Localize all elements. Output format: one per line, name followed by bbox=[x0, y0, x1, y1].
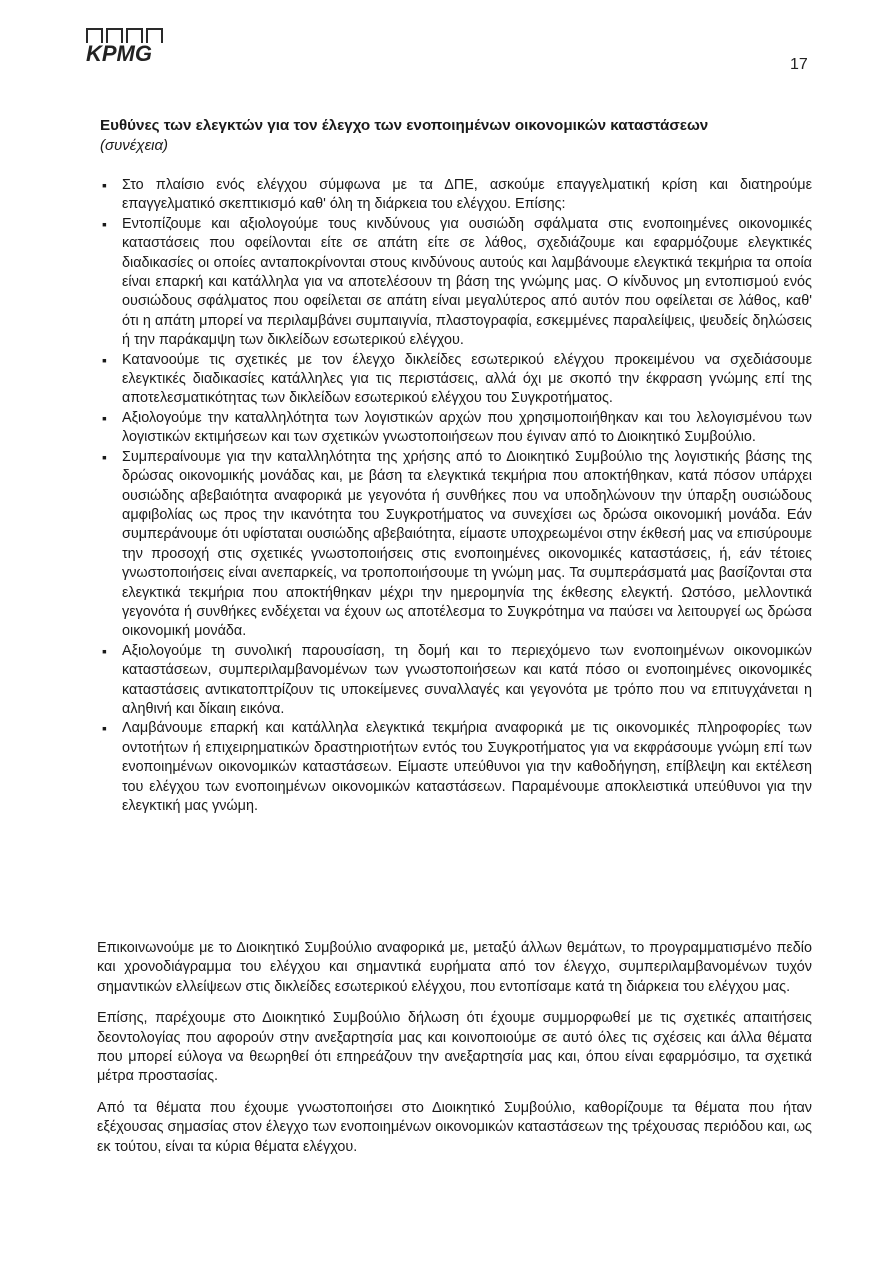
list-item bbox=[100, 215, 812, 351]
kpmg-logo bbox=[86, 28, 168, 70]
section-title: Ευθύνες των ελεγκτών για τον έλεγχο των ενοποιημένων οικονομικών καταστάσεων bbox=[100, 117, 709, 134]
responsibilities-list bbox=[100, 176, 812, 816]
section-subtitle: (συνέχεια) bbox=[100, 137, 169, 154]
list-item bbox=[100, 409, 812, 448]
list-item-text: Λαμβάνουμε επαρκή και κατάλληλα ελεγκτικά τεκμήρια αναφορικά με τις οικονομικές πληροφορίες των οντοτήτων ή επιχειρηματικών δραστηριοτήτων εντός του Συγκροτήματος για να εκφράσουμε γνώμη επί των ενοποιημένων οικονομικών καταστάσεων. Είμαστε υπεύθυνοι για την καθοδήγηση, επίβλεψη και εκτέλεση του ελέγχου των ενοποιημένων οικονομικών καταστάσεων. Παραμένουμε αποκλειστικά υπεύθυνοι για την ελεγκτική μας γνώμη. bbox=[122, 720, 812, 814]
bullet-icon: ▪ bbox=[102, 409, 107, 426]
bullet-icon: ▪ bbox=[102, 448, 107, 465]
list-item-text: Κατανοούμε τις σχετικές με τον έλεγχο δικλείδες εσωτερικού ελέγχου προκειμένου να σχεδιάσουμε ελεγκτικές διαδικασίες κατάλληλες για τις περιστάσεις, αλλά όχι με σκοπό την έκφραση γνώμης επί της αποτελεσματικότητας των δικλείδων εσωτερικού ελέγχου του Συγκροτήματος. bbox=[122, 351, 812, 407]
paragraph-communication: Επικοινωνούμε με το Διοικητικό Συμβούλιο αναφορικά με, μεταξύ άλλων θεμάτων, το προγραμματισμένο πεδίο και χρονοδιάγραμμα του ελέγχου και σημαντικά ευρήματα από τον έλεγχο, συμπεριλαμβανομένων τυχόν σημαντικών ελλείψεων στις δικλείδες εσωτερικού ελέγχου, που εντοπίσαμε κατά τη διάρκεια του ελέγχου μας. bbox=[97, 940, 812, 995]
paragraph-key-audit-matters: Από τα θέματα που έχουμε γνωστοποιήσει στο Διοικητικό Συμβούλιο, καθορίζουμε τα θέματα που ήταν εξέχουσας σημασίας στον έλεγχο των ενοποιημένων οικονομικών καταστάσεων της τρέχουσας περιόδου και, ως εκ τούτου, είναι τα κύρια θέματα ελέγχου. bbox=[97, 1099, 812, 1155]
list-item-text: Συμπεραίνουμε για την καταλληλότητα της χρήσης από το Διοικητικό Συμβούλιο της λογιστικής βάσης της δρώσας οικονομικής μονάδας και, με βάση τα ελεγκτικά τεκμήρια που αποκτήθηκαν, κατά πόσον υπάρχει ουσιώδης αβεβαιότητα αναφορικά με γεγονότα ή συνθήκες που να υποδηλώνουν την ύπαρξη ουσιώδους αμφιβολίας ως προς την ικανότητα του Συγκροτήματος να συνεχίσει ως δρώσα οικονομική μονάδα. Εάν συμπεράνουμε ότι υφίσταται ουσιώδης αβεβαιότητα, είμαστε υποχρεωμένοι στην έκθεσή μας να επισύρουμε την προσοχή στις σχετικές γνωστοποιήσεις στις ενοποιημένες οικονομικές καταστάσεις, ή, εάν τέτοιες γνωστοποιήσεις είναι ανεπαρκείς, να τροποποιήσουμε τη γνώμη μας. Τα συμπεράσματά μας βασίζονται στα ελεγκτικά τεκμήρια που αποκτήθηκαν μέχρι την ημερομηνία της έκθεσης ελεγκτή. Ωστόσο, μελλοντικά γεγονότα ή συνθήκες ενδέχεται να έχουν ως αποτέλεσμα το Συγκρότημα να παύσει να λειτουργεί ως δρώσα οικονομική μονάδα. bbox=[122, 448, 812, 640]
bullet-icon: ▪ bbox=[102, 351, 107, 368]
list-item-text: Εντοπίζουμε και αξιολογούμε τους κινδύνους για ουσιώδη σφάλματα στις ενοποιημένες οικονομικές καταστάσεις που οφείλονται είτε σε απάτη είτε σε λάθος, σχεδιάζουμε και εφαρμόζουμε ελεγκτικές διαδικασίες οι οποίες ανταποκρίνονται στους κινδύνους αυτούς και λαμβάνουμε ελεγκτικά τεκμήρια τα οποία είναι επαρκή και κατάλληλα για να αποτελέσουν τη βάση της γνώμης μας. Ο κίνδυνος μη εντοπισμού ενός ουσιώδους σφάλματος που οφείλεται σε απάτη είναι μεγαλύτερος από αυτόν που οφείλεται σε λάθος, καθ' ότι η απάτη μπορεί να περιλαμβάνει συμπαιγνία, πλαστογραφία, εσκεμμένες παραλείψεις, ψευδείς δηλώσεις ή την παράκαμψη των δικλείδων εσωτερικού ελέγχου. bbox=[122, 215, 812, 349]
paragraph-independence: Επίσης, παρέχουμε στο Διοικητικό Συμβούλιο δήλωση ότι έχουμε συμμορφωθεί με τις σχετικές απαιτήσεις δεοντολογίας που αφορούν στην ανεξαρτησία μας και κοινοποιούμε σε αυτό όλες τις σχέσεις και άλλα θέματα που μπορεί εύλογα να θεωρηθεί ότι επηρεάζουν την ανεξαρτησία μας και, όπου είναι εφαρμόσιμο, τα σχετικά μέτρα προστασίας. bbox=[97, 1010, 812, 1085]
bullet-icon: ▪ bbox=[102, 177, 107, 193]
list-item-text: Αξιολογούμε την καταλληλότητα των λογιστικών αρχών που χρησιμοποιήθηκαν και του λελογισμένου των λογιστικών εκτιμήσεων και των σχετικών γνωστοποιήσεων που έγιναν από το Διοικητικό Συμβούλιο. bbox=[122, 409, 812, 446]
bullet-icon: ▪ bbox=[102, 215, 107, 232]
list-item bbox=[100, 642, 812, 720]
logo-text: KPMG bbox=[86, 41, 152, 66]
bullet-icon: ▪ bbox=[102, 642, 107, 659]
list-item bbox=[100, 351, 812, 409]
list-item bbox=[100, 176, 812, 215]
list-item bbox=[100, 719, 812, 816]
list-item bbox=[100, 448, 812, 642]
page-number: 17 bbox=[790, 56, 808, 73]
section-heading bbox=[100, 116, 816, 155]
list-item-text: Αξιολογούμε τη συνολική παρουσίαση, τη δομή και το περιεχόμενο των ενοποιημένων οικονομικών καταστάσεων, συμπεριλαμβανομένων των γνωστοποιήσεων και κατά πόσο οι ενοποιημένες οικονομικές καταστάσεις αντικατοπτρίζουν τις υποκείμενες συναλλαγές και γεγονότα με τρόπο που να επιτυγχάνεται η αληθινή και δίκαιη εικόνα. bbox=[122, 642, 812, 717]
bullet-icon: ▪ bbox=[102, 720, 107, 737]
list-item-text: Στο πλαίσιο ενός ελέγχου σύμφωνα με τα ΔΠΕ, ασκούμε επαγγελματική κρίση και διατηρούμε επαγγελματικό σκεπτικισμό καθ' όλη τη διάρκεια του ελέγχου. Επίσης: bbox=[122, 177, 812, 213]
closing-paragraphs bbox=[97, 939, 812, 1169]
